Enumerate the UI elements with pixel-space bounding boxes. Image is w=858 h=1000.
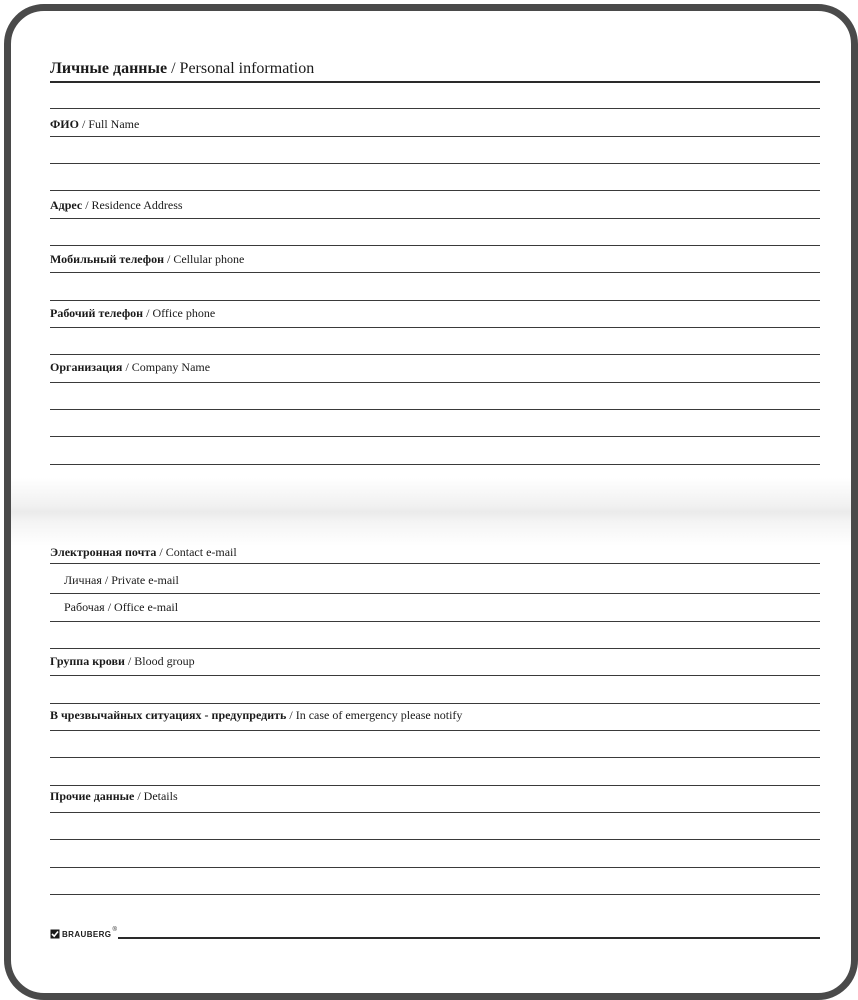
form-line (50, 327, 820, 328)
form-line (50, 272, 820, 273)
label-details: Прочие данные / Details (50, 789, 178, 803)
form-line (50, 163, 820, 164)
label-emergency: В чрезвычайных ситуациях - предупредить / In case of emergency please notify (50, 708, 463, 722)
form-line (50, 757, 820, 758)
form-line (50, 867, 820, 868)
brand-logo (50, 929, 117, 939)
label-blood-group: Группа крови / Blood group (50, 654, 195, 668)
form-line (50, 218, 820, 219)
brand-reg: ® (112, 927, 118, 933)
form-line (50, 675, 820, 676)
form-line (50, 464, 820, 465)
form-line (50, 703, 820, 704)
label-private-email: Личная / Private e-mail (64, 573, 179, 587)
form-line (50, 300, 820, 301)
form-line (50, 354, 820, 355)
page-fold (11, 478, 851, 546)
label-company: Организация / Company Name (50, 360, 211, 374)
label-full-name: ФИО / Full Name (50, 117, 140, 131)
form-line (50, 108, 820, 109)
form-line (50, 190, 820, 191)
form-line (50, 409, 820, 410)
form-line (50, 245, 820, 246)
brand-check-icon (50, 929, 60, 939)
form-line (50, 436, 820, 437)
form-line (50, 785, 820, 786)
label-address: Адрес / Residence Address (50, 198, 183, 212)
page-title (50, 59, 314, 79)
form-line (50, 382, 820, 383)
brand-name: BRAUBERG (62, 929, 112, 939)
label-mobile: Мобильный телефон / Cellular phone (50, 252, 245, 266)
form-line (50, 839, 820, 840)
form-line (50, 648, 820, 649)
form-line (50, 136, 820, 137)
footer-line (118, 937, 820, 939)
title-en: / Personal information (171, 60, 315, 77)
label-email: Электронная почта / Contact e-mail (50, 545, 237, 559)
form-line (50, 894, 820, 895)
form-line (50, 593, 820, 594)
form-line (50, 563, 820, 564)
label-office-phone: Рабочий телефон / Office phone (50, 306, 216, 320)
form-line (50, 812, 820, 813)
title-underline (50, 81, 820, 83)
form-line (50, 730, 820, 731)
title-ru: Личные данные (50, 60, 168, 77)
form-line (50, 621, 820, 622)
label-work-email: Рабочая / Office e-mail (64, 600, 179, 614)
